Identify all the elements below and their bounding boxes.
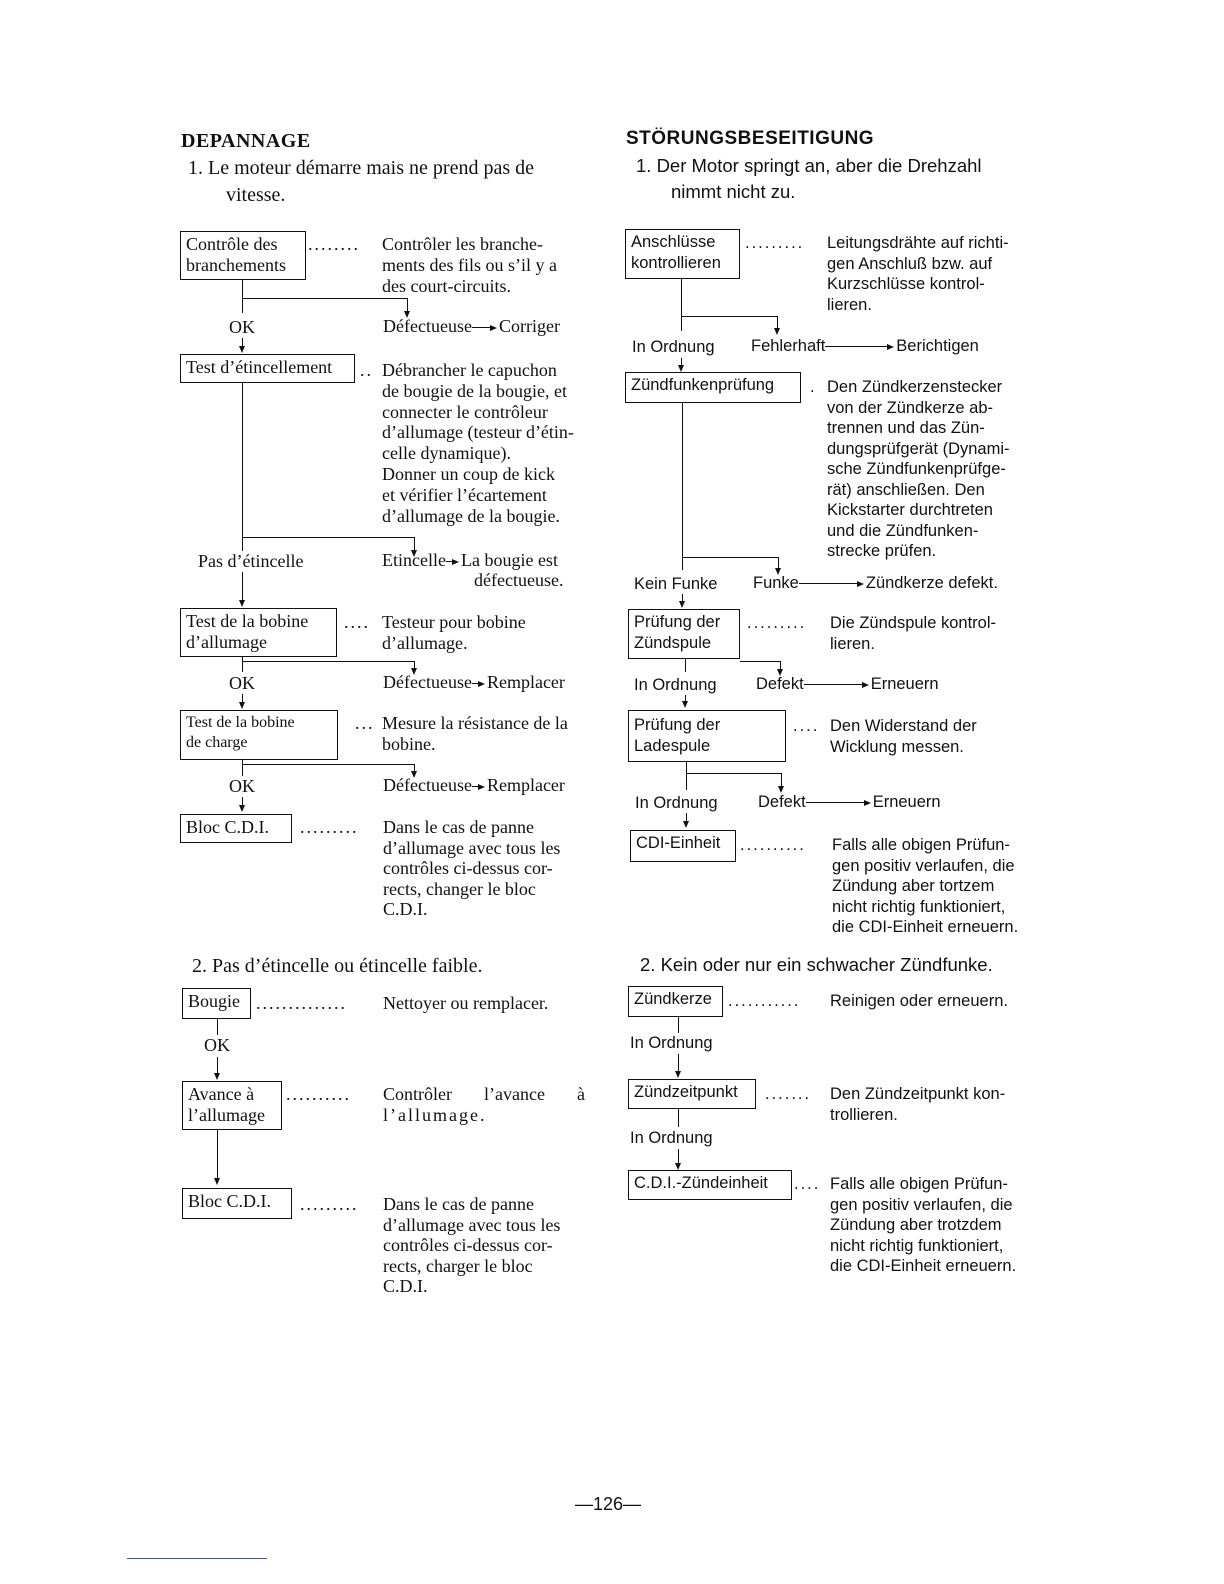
arrow-right-icon	[887, 344, 894, 350]
connector	[685, 659, 686, 672]
de-spark-branch: Funke Zündkerze defekt.	[753, 574, 998, 592]
fr-leader-dots: ..	[360, 360, 373, 380]
fr-leader-dots: .........	[300, 817, 359, 837]
fr-fault-branch: Défectueuse Remplacer	[383, 775, 565, 795]
fr-fault-branch: Défectueuse Remplacer	[383, 672, 565, 692]
connector	[681, 316, 778, 317]
arrow-right-icon	[478, 784, 485, 790]
de-heading: STÖRUNGSBESEITIGUNG	[626, 128, 875, 149]
fr-fault-branch: Défectueuse Corriger	[383, 316, 560, 336]
de-leader-dots: .........	[745, 234, 805, 252]
fr-leader-dots: ..........	[286, 1084, 351, 1104]
fr-section1-title-cont: vitesse.	[226, 184, 286, 206]
fr-desc-cdi-2: Dans le cas de panne d’allumage avec tous les contrôles ci-dessus cor- rects, charger le bloc C.D.I.	[383, 1194, 561, 1296]
fr-section2-title: 2. Pas d’étincelle ou étincelle faible.	[192, 955, 483, 977]
fr-section1-title: 1. Le moteur démarre mais ne prend pas de	[188, 157, 534, 179]
de-ok-label: In Ordnung	[635, 794, 718, 812]
fr-box-bobine-allumage: Test de la bobine d’allumage	[180, 608, 337, 657]
de-ok-label: In Ordnung	[634, 676, 717, 694]
fr-leader-dots: ..............	[256, 993, 347, 1013]
connector	[242, 661, 415, 662]
arrow-down-icon	[675, 1071, 681, 1078]
de-leader-dots: .......	[765, 1085, 812, 1103]
fr-spark-action-cont: défectueuse.	[474, 570, 564, 590]
connector	[217, 1019, 218, 1035]
de-leader-dots: ....	[794, 1175, 821, 1193]
de-leader-dots: ...........	[728, 992, 801, 1010]
arrow-right-icon	[452, 559, 459, 565]
arrow-down-icon	[683, 821, 689, 828]
connector	[242, 657, 243, 672]
connector	[242, 572, 243, 602]
de-section2-title: 2. Kein oder nur ein schwacher Zündfunke.	[640, 954, 993, 975]
de-desc-zuendzeitpunkt: Den Zündzeitpunkt kon- trollieren.	[830, 1085, 1006, 1124]
fr-ok-label: OK	[229, 673, 255, 693]
fr-desc-branchements: Contrôler les branche- ments des fils ou s’il y a des court-circuits.	[382, 234, 557, 296]
de-desc-ladespule: Den Widerstand der Wicklung messen.	[830, 717, 977, 756]
connector	[242, 298, 408, 299]
connector	[217, 1130, 218, 1180]
arrow-right-icon	[478, 681, 485, 687]
connector	[414, 537, 415, 551]
fr-ok-label: OK	[204, 1035, 230, 1055]
arrow-down-icon	[679, 601, 685, 608]
fr-desc-avance-cont: l’allumage.	[383, 1105, 487, 1125]
fr-box-avance: Avance à l’allumage	[182, 1081, 282, 1130]
arrow-down-icon	[239, 702, 245, 709]
de-box-ladespule: Prüfung der Ladespule	[628, 710, 786, 762]
fr-heading: DEPANNAGE	[181, 130, 311, 152]
fr-desc-etincellement: Débrancher le capuchon de bougie de la bougie, et connecter le contrôleur d’allumage (testeur d’étin- celle dynamique). Donner un coup de kick et vérifier l’écartement d’allumage de la bougie.	[382, 360, 574, 526]
fr-box-bougie: Bougie	[182, 988, 251, 1019]
de-desc-zuendspule: Die Zündspule kontrol- lieren.	[830, 614, 996, 653]
de-fault-branch: Fehlerhaft Berichtigen	[751, 337, 979, 355]
connector	[678, 1017, 679, 1033]
de-ok-label: In Ordnung	[632, 338, 715, 356]
fr-desc-bobine-charge: Mesure la résistance de la bobine.	[382, 713, 568, 754]
fr-leader-dots: ...	[355, 713, 375, 733]
connector	[678, 1109, 679, 1127]
arrow-down-icon	[239, 600, 245, 607]
fr-box-cdi-2: Bloc C.D.I.	[182, 1188, 292, 1219]
arrow-right-icon	[864, 800, 871, 806]
connector	[740, 661, 781, 662]
arrow-right-icon	[862, 682, 869, 688]
connector	[242, 280, 243, 313]
connector	[686, 762, 687, 790]
de-box-cdi-einheit: CDI-Einheit	[630, 830, 736, 862]
de-box-anschluesse: Anschlüsse kontrollieren	[625, 229, 740, 279]
arrow-down-icon	[239, 805, 245, 812]
connector	[407, 298, 408, 311]
de-desc-zuendfunken: Den Zündkerzenstecker von der Zündkerze ab- trennen und das Zün- dungsprüfgerät (Dynami- sche Zündfunkenprüfge- rät) anschließen. Den Kickstarter durchtreten und die Zündfunken- strecke prüfen.	[827, 378, 1010, 560]
arrow-down-icon	[214, 1178, 220, 1185]
fr-desc-avance: Contrôler l’avance à	[383, 1084, 585, 1104]
de-section1-title-cont: nimmt nicht zu.	[671, 181, 796, 202]
fr-leader-dots: .........	[300, 1194, 359, 1214]
de-desc-zuendkerze: Reinigen oder erneuern.	[830, 992, 1008, 1010]
footer-rule	[127, 1558, 267, 1559]
fr-leader-dots: ....	[344, 612, 370, 632]
fr-desc-bougie: Nettoyer ou remplacer.	[383, 993, 549, 1013]
de-section1-title: 1. Der Motor springt an, aber die Drehzahl	[636, 155, 982, 176]
arrow-down-icon	[675, 1163, 681, 1170]
connector	[242, 760, 243, 776]
connector	[781, 773, 782, 787]
de-box-zuendkerze: Zündkerze	[628, 986, 723, 1017]
arrow-down-icon	[682, 701, 688, 708]
fr-spark-branch: Etincelle La bougie est	[382, 550, 558, 570]
de-ok-label: In Ordnung	[630, 1129, 713, 1147]
fr-box-branchements: Contrôle des branchements	[180, 231, 306, 280]
fr-box-cdi: Bloc C.D.I.	[180, 814, 292, 843]
connector	[217, 1057, 218, 1074]
fr-leader-dots: ........	[308, 234, 360, 254]
de-desc-cdi-zuendeinheit: Falls alle obigen Prüfun- gen positiv verlaufen, die Zündung aber trotzdem nicht richtig funktioniert, die CDI-Einheit erneuern.	[830, 1175, 1017, 1275]
de-leader-dots: .........	[747, 614, 807, 632]
fr-box-bobine-charge: Test de la bobine de charge	[180, 710, 338, 760]
de-desc-cdi-einheit: Falls alle obigen Prüfun- gen positiv verlaufen, die Zündung aber tortzem nicht richtig funktioniert, die CDI-Einheit erneuern.	[832, 836, 1019, 936]
de-ok-label: In Ordnung	[630, 1034, 713, 1052]
de-leader-dots: ..........	[740, 836, 806, 854]
fr-desc-bobine-allumage: Testeur pour bobine d’allumage.	[382, 612, 526, 653]
connector	[242, 537, 415, 538]
de-fault-branch: Defekt Erneuern	[756, 675, 939, 693]
connector	[242, 764, 415, 765]
fr-desc-cdi: Dans le cas de panne d’allumage avec tous les contrôles ci-dessus cor- rects, changer le bloc C.D.I.	[383, 817, 561, 919]
arrow-down-icon	[774, 328, 780, 335]
de-leader-dots: .	[810, 378, 817, 396]
connector	[682, 403, 683, 570]
fr-box-etincellement: Test d’étincellement	[180, 354, 355, 383]
fr-ok-label: OK	[229, 776, 255, 796]
de-box-zuendzeitpunkt: Zündzeitpunkt	[628, 1079, 756, 1109]
arrow-down-icon	[239, 346, 245, 353]
de-box-zuendspule: Prüfung der Zündspule	[628, 609, 740, 659]
arrow-down-icon	[678, 365, 684, 372]
arrow-right-icon	[490, 325, 497, 331]
connector	[242, 383, 243, 551]
arrow-down-icon	[214, 1073, 220, 1080]
arrow-right-icon	[857, 581, 864, 587]
de-no-spark-label: Kein Funke	[634, 575, 718, 593]
de-fault-branch: Defekt Erneuern	[758, 793, 941, 811]
connector	[681, 279, 682, 331]
fr-ok-label: OK	[229, 317, 255, 337]
de-box-cdi-zuendeinheit: C.D.I.-Zündeinheit	[628, 1170, 792, 1200]
connector	[682, 557, 779, 558]
connector	[686, 773, 782, 774]
fr-no-spark-label: Pas d’étincelle	[198, 551, 304, 571]
de-box-zuendfunken: Zündfunkenprüfung	[625, 372, 801, 403]
de-leader-dots: ....	[793, 717, 820, 735]
page-number: —126—	[575, 1494, 642, 1514]
de-desc-anschluesse: Leitungsdrähte auf richti- gen Anschluß bzw. auf Kurzschlüsse kontrol- lieren.	[827, 234, 1009, 314]
